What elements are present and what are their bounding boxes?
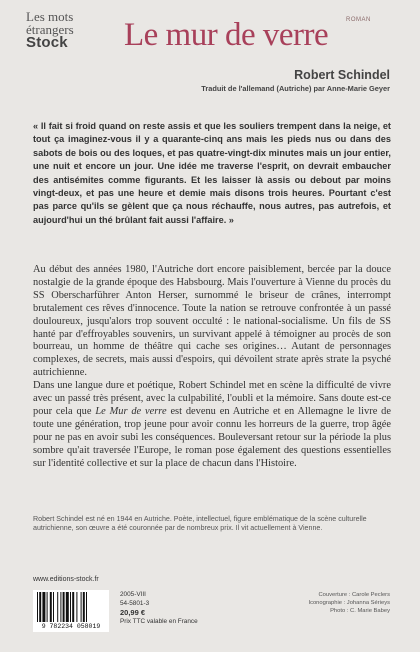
- publisher-brand: Stock: [26, 34, 68, 51]
- translator-credit: Traduit de l'allemand (Autriche) par Anne-Marie Geyer: [201, 84, 390, 93]
- publisher-website[interactable]: www.editions-stock.fr: [33, 576, 99, 583]
- edition-info: [120, 590, 240, 626]
- ean-number: 9 782234 058019: [41, 623, 101, 630]
- credit-iconography: Iconographie : Johanna Sérieys: [308, 600, 390, 607]
- collection-line-1: Les mots: [26, 9, 74, 24]
- blurb-paragraph-2: [33, 380, 391, 470]
- collection-line-2: étrangers: [26, 22, 74, 37]
- collection-logo: [26, 10, 116, 49]
- price-note: Prix TTC valable en France: [120, 618, 198, 625]
- barcode-bars: [37, 592, 105, 622]
- author-bio: Robert Schindel est né en 1944 en Autriche. Poète, intellectuel, figure emblématique de la scène culturelle autrichienne, son œuvre a été couronnée par de nombreux prix. Il vit actuellement à Vienne.: [33, 515, 367, 533]
- barcode: [33, 590, 109, 632]
- blurb-body: [33, 264, 391, 471]
- blurb-p2-start: Dans une langue dure et poétique, Robert Schindel met en scène la difficulté de vivre avec un passé très présent, avec la culpabilité, l'oubli et la mémoire. Sans doute est-ce pour cela que: [33, 380, 391, 417]
- genre-label: ROMAN: [346, 17, 371, 23]
- blurb-p2-end: est devenu en Autriche et en Allemagne le livre de toute une génération, trop jeune pour avoir connu les horreurs de la guerre, trop âgée pour ne pas en avoir subi les conséquences. Bouleversant retour sur la période la plus sombre qu'ait traversée l'Europe, le roman pose également des questions essentielles sur l'identité collective et sur la place de chacun dans l'Histoire.: [33, 405, 391, 469]
- credit-cover: Couverture : Carole Peclers: [318, 592, 390, 598]
- credit-photo: Photo : C. Marie Babey: [330, 608, 390, 615]
- price: 20,99 €: [120, 608, 146, 617]
- blurb-paragraph-1: Au début des années 1980, l'Autriche dort encore paisiblement, bercée par la douce nostalgie de la grande époque des Habsbourg. Mais l'ouverture à Vienne du procès du SS Oberscharführer Anton Herser, surnommé le briseur de crânes, interrompt brutalement ces rêves d'innocence. Toute la nation se retrouve confrontée à un passé douloureux, jusqu'alors trop souvent occulté : le national-socialisme. Un fils de SS hanté par d'effroyables souvenirs, un survivant appelé à témoigner au procès de son bourreau, un homme de théâtre qui cache ses origines… Autant de personnages complexes, de secrets, mais aussi d'espoirs, qui dévoilent strate après strate la psyché autrichienne.: [33, 264, 391, 379]
- blurb-p2-title: Le Mur de verre: [95, 405, 167, 417]
- catalog-code: 54-5801-3: [120, 600, 150, 607]
- book-title: Le mur de verre: [124, 17, 329, 53]
- excerpt-quote: « Il fait si froid quand on reste assis et que les souliers trempent dans la neige, et tout ça imaginez-vous il y a quarante-cinq ans mais les pieds nus ou dans des sabots de bois ou des loques, et pas quatre-vingt-dix minutes mais un jour entier, une nuit et encore un jour. Une idée me traverse l'esprit, on devrait embaucher des antisémites comme figurants. Et les laisser là assis ou debout par moins vingt-deux, et pas une heure et demie mais disons trois heures. Pourtant c'est pas parce qu'ils se gèlent que ça nous réchauffe, nous autres, pas autrefois, et aujourd'hui un thé brûlant fait aussi l'affaire. »: [33, 121, 391, 225]
- edition-code: 2005-VIII: [120, 591, 146, 598]
- author-name: Robert Schindel: [294, 68, 390, 82]
- image-credits: [270, 591, 390, 616]
